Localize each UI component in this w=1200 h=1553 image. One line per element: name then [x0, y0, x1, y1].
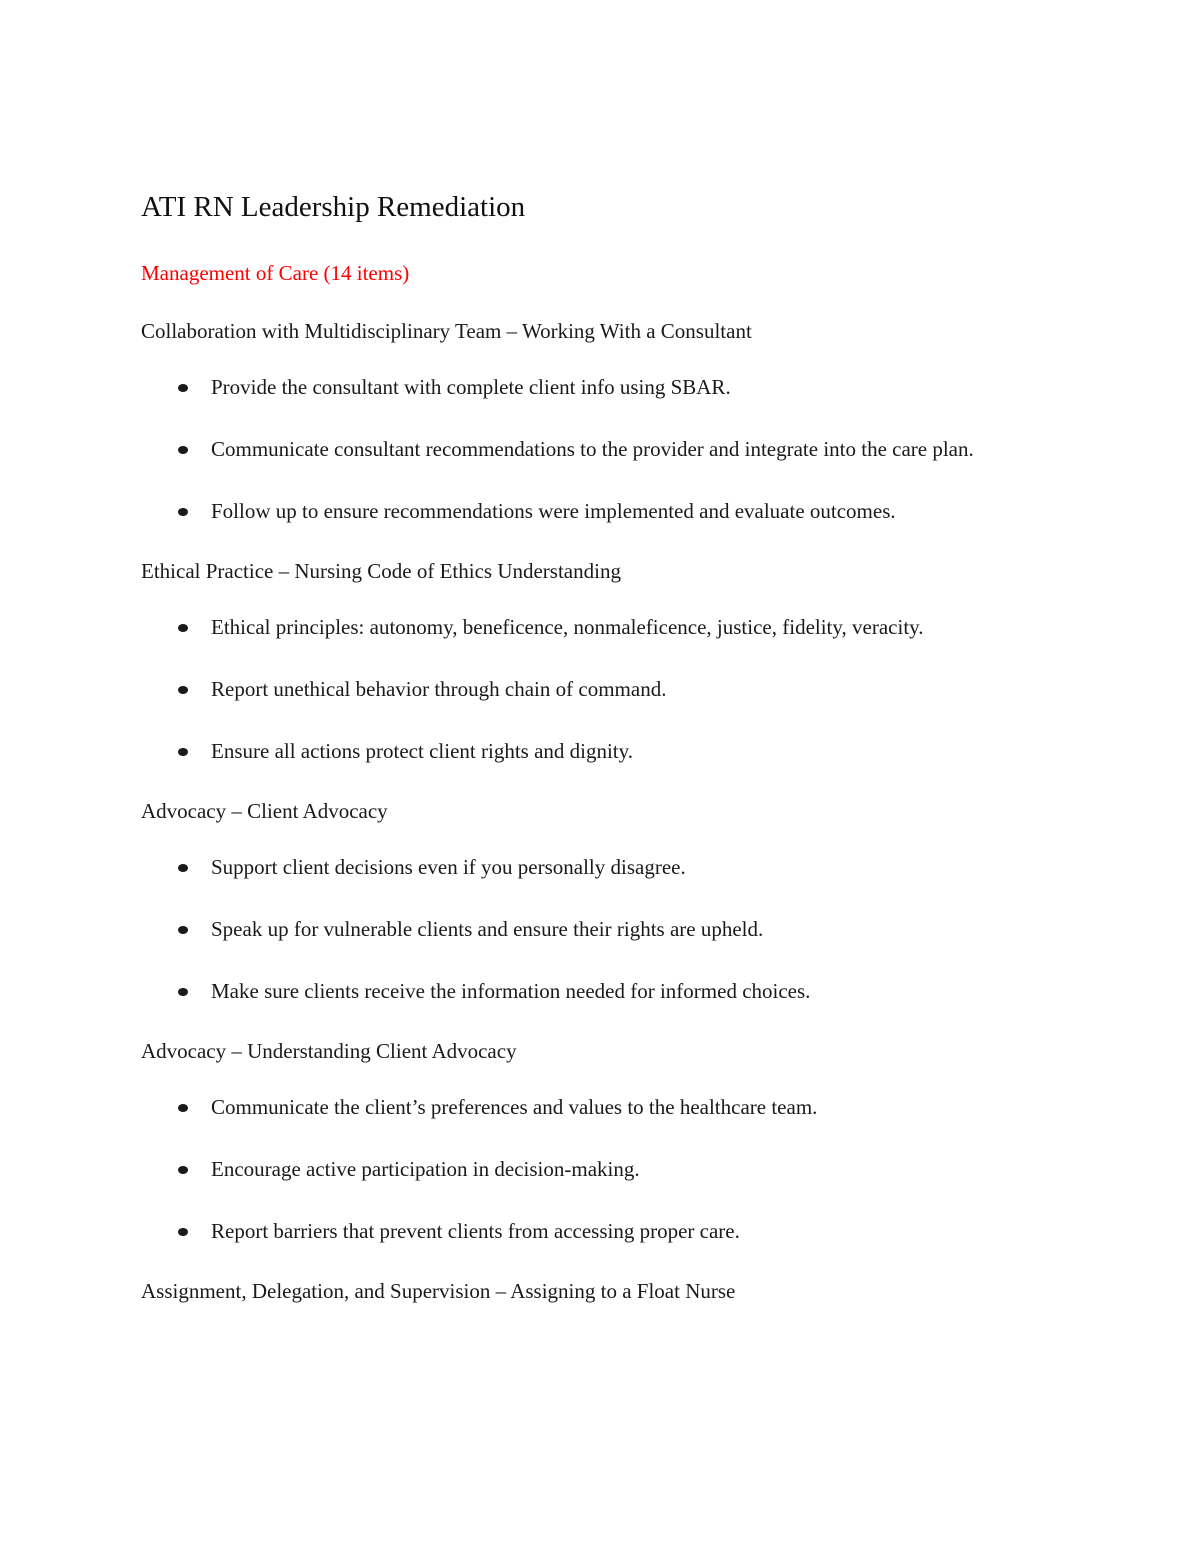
- list-item: [141, 434, 1021, 465]
- list-item-text: Provide the consultant with complete client info using SBAR.: [211, 375, 731, 399]
- bullet-dot-icon: [178, 686, 188, 694]
- bullet-dot-icon: [178, 988, 188, 996]
- topic: [141, 318, 1041, 527]
- topic-list: [141, 318, 1041, 1304]
- topic: [141, 798, 1041, 1007]
- topic-heading: Collaboration with Multidisciplinary Team – Working With a Consultant: [141, 319, 752, 343]
- list-item-text: Communicate consultant recommendations to the provider and integrate into the care plan.: [211, 437, 974, 461]
- topic: [141, 1278, 1041, 1304]
- list-item: [141, 852, 1021, 883]
- list-item-text: Report unethical behavior through chain of command.: [211, 677, 667, 701]
- list-item-text: Communicate the client’s preferences and values to the healthcare team.: [211, 1095, 818, 1119]
- bullet-dot-icon: [178, 1166, 188, 1174]
- list-item: [141, 736, 1021, 767]
- list-item: [141, 612, 1021, 643]
- bullet-dot-icon: [178, 1228, 188, 1236]
- list-item-text: Make sure clients receive the information needed for informed choices.: [211, 979, 811, 1003]
- section-heading: Management of Care (14 items): [141, 261, 410, 285]
- bullet-dot-icon: [178, 748, 188, 756]
- topic: [141, 558, 1041, 767]
- bullet-dot-icon: [178, 1104, 188, 1112]
- document-page: [141, 188, 1041, 1332]
- list-item: [141, 372, 1021, 403]
- list-item: [141, 496, 1021, 527]
- topic: [141, 1038, 1041, 1247]
- list-item-text: Follow up to ensure recommendations were implemented and evaluate outcomes.: [211, 499, 896, 523]
- list-item-text: Support client decisions even if you personally disagree.: [211, 855, 686, 879]
- topic-heading: Assignment, Delegation, and Supervision – Assigning to a Float Nurse: [141, 1279, 736, 1303]
- bullet-dot-icon: [178, 864, 188, 872]
- bullet-list: [141, 1092, 1041, 1247]
- list-item-text: Speak up for vulnerable clients and ensure their rights are upheld.: [211, 917, 764, 941]
- list-item: [141, 1216, 1021, 1247]
- list-item: [141, 1092, 1021, 1123]
- list-item-text: Ensure all actions protect client rights and dignity.: [211, 739, 634, 763]
- list-item-text: Encourage active participation in decision-making.: [211, 1157, 640, 1181]
- bullet-list: [141, 372, 1041, 527]
- bullet-dot-icon: [178, 926, 188, 934]
- bullet-dot-icon: [178, 624, 188, 632]
- list-item: [141, 674, 1021, 705]
- document-title: ATI RN Leadership Remediation: [141, 191, 526, 223]
- topic-heading: Ethical Practice – Nursing Code of Ethics Understanding: [141, 559, 621, 583]
- bullet-dot-icon: [178, 508, 188, 516]
- topic-heading: Advocacy – Understanding Client Advocacy: [141, 1039, 517, 1063]
- list-item-text: Report barriers that prevent clients from accessing proper care.: [211, 1219, 740, 1243]
- bullet-list: [141, 852, 1041, 1007]
- list-item: [141, 1154, 1021, 1185]
- list-item: [141, 976, 1021, 1007]
- bullet-list: [141, 612, 1041, 767]
- bullet-dot-icon: [178, 384, 188, 392]
- list-item-text: Ethical principles: autonomy, beneficence, nonmaleficence, justice, fidelity, veracity.: [211, 615, 924, 639]
- topic-heading: Advocacy – Client Advocacy: [141, 799, 388, 823]
- bullet-dot-icon: [178, 446, 188, 454]
- list-item: [141, 914, 1021, 945]
